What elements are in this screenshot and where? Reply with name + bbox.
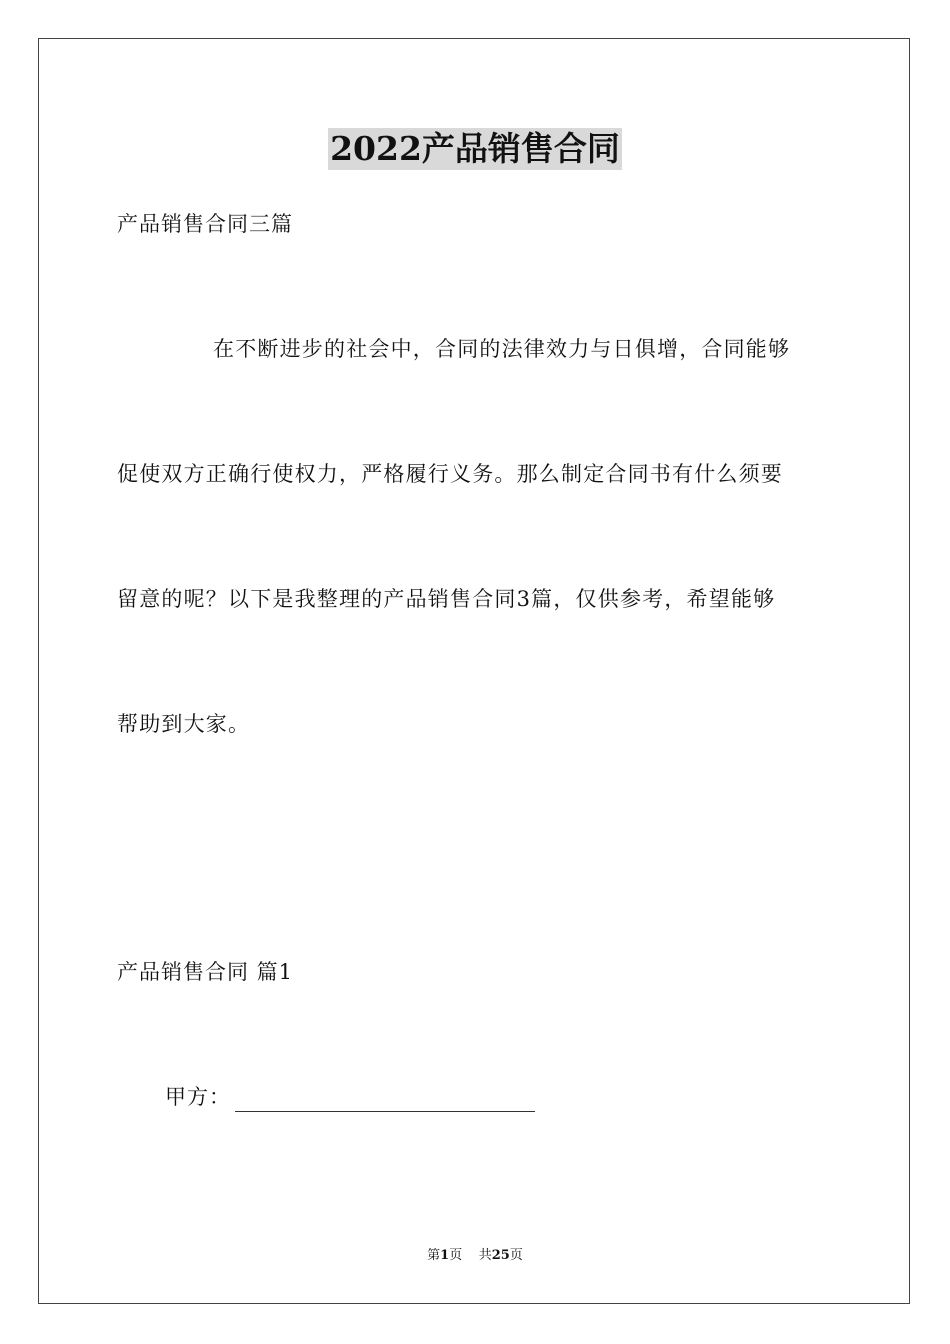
footer-page-suffix: 页 xyxy=(449,1248,463,1263)
title-container xyxy=(0,128,950,170)
document-title: 2022产品销售合同 xyxy=(330,129,620,168)
intro-line-1: 在不断进步的社会中，合同的法律效力与日俱增，合同能够 xyxy=(213,337,791,361)
party-a-label: 甲方： xyxy=(165,1085,231,1109)
party-a-row xyxy=(165,1082,535,1112)
intro-line-2: 促使双方正确行使权力，严格履行义务。那么制定合同书有什么须要 xyxy=(117,462,783,486)
footer-total-suffix: 页 xyxy=(509,1248,523,1263)
section-heading: 产品销售合同 篇1 xyxy=(117,960,294,984)
page-footer xyxy=(0,1247,950,1265)
footer-total-pages: 25 xyxy=(491,1248,510,1263)
document-subtitle: 产品销售合同三篇 xyxy=(117,212,293,236)
footer-page-prefix: 第 xyxy=(427,1248,441,1263)
footer-total-prefix: 共 xyxy=(478,1248,492,1263)
intro-line-3: 留意的呢？以下是我整理的产品销售合同3篇，仅供参考，希望能够 xyxy=(117,587,776,611)
footer-page-number: 1 xyxy=(440,1248,450,1263)
party-a-blank-line xyxy=(235,1087,535,1112)
intro-line-4: 帮助到大家。 xyxy=(117,712,251,736)
